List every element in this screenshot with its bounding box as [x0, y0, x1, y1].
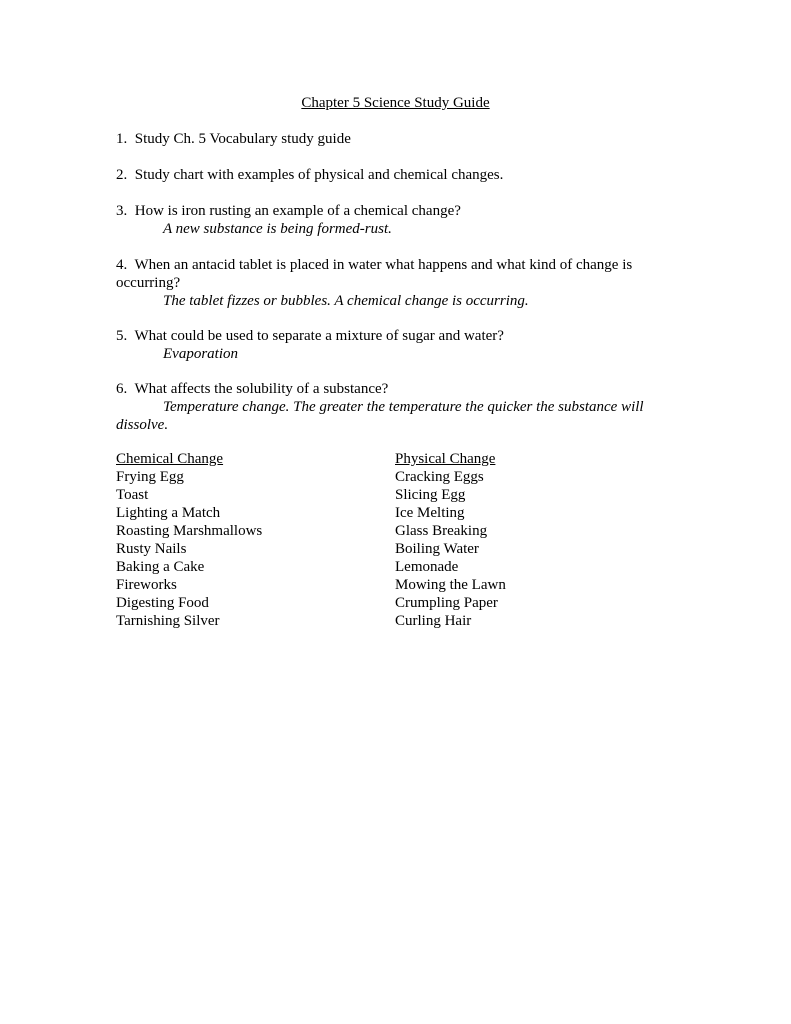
list-item: Curling Hair [395, 613, 472, 629]
question-text: Study Ch. 5 Vocabulary study guide [134, 131, 351, 147]
answer-text: A new substance is being formed-rust. [163, 221, 392, 237]
chemical-change-column [116, 450, 376, 630]
question-number: 3. [116, 203, 128, 219]
question-text: Study chart with examples of physical and chemical changes. [134, 167, 504, 183]
list-item: Fireworks [116, 577, 177, 593]
question-number: 6. [116, 381, 128, 397]
question-number: 5. [116, 328, 128, 344]
question-text: How is iron rusting an example of a chemical change? [134, 203, 461, 219]
list-item: Roasting Marshmallows [116, 523, 263, 539]
list-item: Tarnishing Silver [116, 613, 220, 629]
list-item: Digesting Food [116, 595, 209, 611]
list-item: Frying Egg [116, 469, 184, 485]
question-6 [116, 380, 676, 434]
physical-change-list [395, 468, 655, 630]
question-number: 4. [116, 257, 128, 273]
question-4 [116, 256, 661, 310]
list-item: Mowing the Lawn [395, 577, 506, 593]
list-item: Lighting a Match [116, 505, 221, 521]
list-item: Crumpling Paper [395, 595, 498, 611]
list-item: Glass Breaking [395, 523, 488, 539]
question-5 [116, 327, 676, 363]
physical-change-heading: Physical Change [395, 451, 496, 467]
page-title: Chapter 5 Science Study Guide [301, 95, 490, 111]
answer-text: The tablet fizzes or bubbles. A chemical change is occurring. [163, 293, 529, 309]
list-item: Cracking Eggs [395, 469, 484, 485]
question-text: When an antacid tablet is placed in water what happens and what kind of change is occurring? [116, 257, 633, 291]
physical-change-column [395, 450, 655, 630]
chemical-change-heading: Chemical Change [116, 451, 224, 467]
question-number: 2. [116, 167, 128, 183]
question-3 [116, 202, 676, 238]
list-item: Baking a Cake [116, 559, 205, 575]
list-item: Rusty Nails [116, 541, 187, 557]
question-2 [116, 166, 676, 184]
question-1 [116, 130, 676, 148]
question-number: 1. [116, 131, 128, 147]
answer-text: Temperature change. The greater the temperature the quicker the substance will dissolve. [116, 399, 644, 433]
question-text: What affects the solubility of a substance? [134, 381, 389, 397]
question-text: What could be used to separate a mixture of sugar and water? [134, 328, 504, 344]
list-item: Ice Melting [395, 505, 465, 521]
list-item: Lemonade [395, 559, 459, 575]
list-item: Toast [116, 487, 149, 503]
list-item: Boiling Water [395, 541, 479, 557]
list-item: Slicing Egg [395, 487, 466, 503]
chemical-change-list [116, 468, 376, 630]
answer-text: Evaporation [163, 346, 238, 362]
